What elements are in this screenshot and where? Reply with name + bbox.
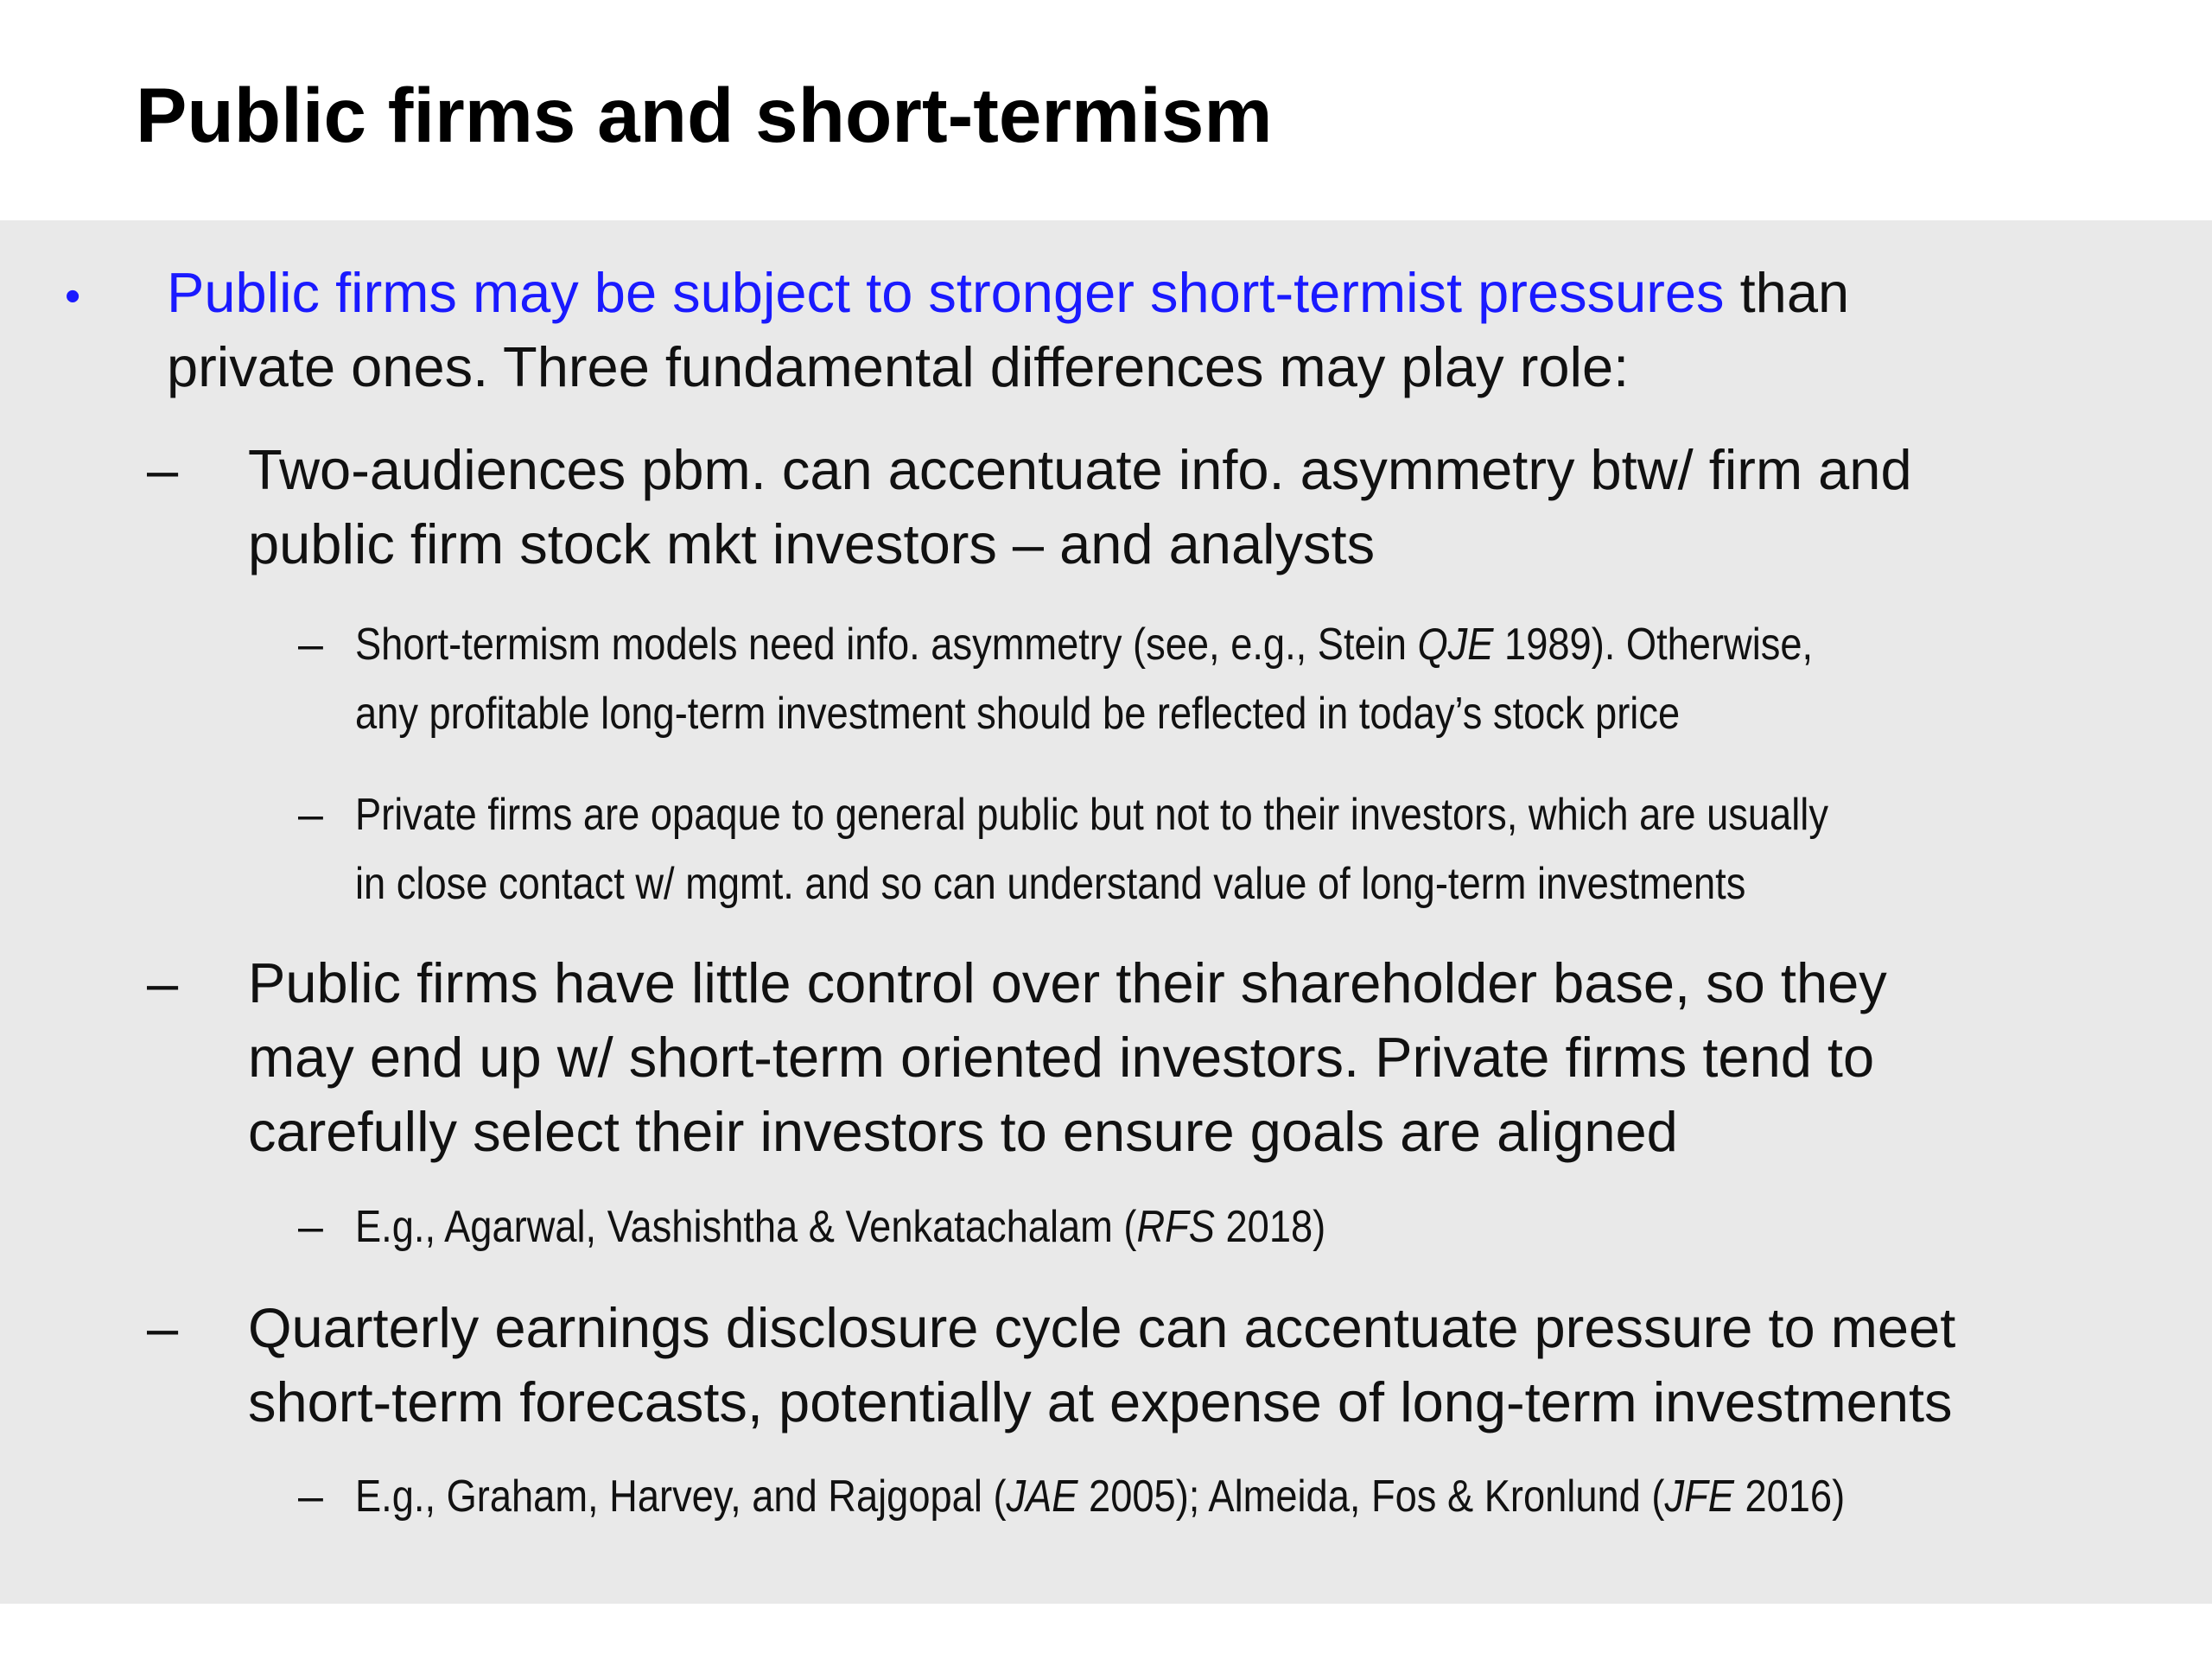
sub-point-3a-line-1 — [355, 1462, 1845, 1531]
bullet-point-1-highlight: Public firms may be subject to stronger short-termist pressures — [167, 261, 1725, 324]
sub-point-1b-line-1: Private firms are opaque to general public but not to their investors, which are usually — [355, 790, 1828, 840]
dash-marker-3: – — [147, 1296, 179, 1359]
sub-point-2a-line-1 — [355, 1192, 1325, 1262]
journal-rfs: RFS — [1136, 1202, 1215, 1252]
sub-point-2a-post: 2018) — [1214, 1202, 1326, 1252]
sub-point-1-line-2: public firm stock mkt investors – and analysts — [248, 512, 1376, 575]
sub-point-3a-pre: E.g., Graham, Harvey, and Rajgopal ( — [355, 1471, 1007, 1522]
sub-point-3a-post: 2016) — [1733, 1471, 1846, 1522]
sub-point-1-line-1: Two-audiences pbm. can accentuate info. asymmetry btw/ firm and — [248, 438, 1912, 501]
dash-marker-1: – — [147, 438, 179, 501]
sub-point-2-line-1: Public firms have little control over their shareholder base, so they — [248, 951, 1887, 1014]
journal-jfe: JFE — [1664, 1471, 1734, 1522]
dash-marker-2a: – — [298, 1202, 323, 1252]
dash-marker-1b: – — [298, 790, 323, 840]
sub-point-2-line-3: carefully select their investors to ensure goals are aligned — [248, 1100, 1678, 1163]
dash-marker-3a: – — [298, 1471, 323, 1522]
dash-marker-2: – — [147, 951, 179, 1014]
sub-point-2a-pre: E.g., Agarwal, Vashishtha & Venkatachalam ( — [355, 1202, 1137, 1252]
sub-point-1a-pre: Short-termism models need info. asymmetry (see, e.g., Stein — [355, 620, 1418, 670]
sub-point-1a-line-2: any profitable long-term investment should be reflected in today’s stock price — [355, 689, 1681, 739]
bullet-point-1-line-2: private ones. Three fundamental differences may play role: — [167, 335, 1630, 398]
journal-jae: JAE — [1006, 1471, 1078, 1522]
sub-point-1a-line-1 — [355, 610, 1813, 679]
sub-point-1a-post: 1989). Otherwise, — [1493, 620, 1814, 670]
bullet-point-1-rest: than — [1724, 261, 1850, 324]
sub-point-3a-mid: 2005); Almeida, Fos & Kronlund ( — [1077, 1471, 1665, 1522]
sub-point-2-line-2: may end up w/ short-term oriented investors. Private firms tend to — [248, 1026, 1875, 1089]
bullet-marker: • — [65, 271, 81, 321]
bullet-point-1-line-1 — [167, 256, 1849, 330]
sub-point-3-line-2: short-term forecasts, potentially at expense of long-term investments — [248, 1370, 1953, 1433]
dash-marker-1a: – — [298, 620, 323, 670]
sub-point-1b-line-2: in close contact w/ mgmt. and so can understand value of long-term investments — [355, 859, 1746, 909]
sub-point-3-line-1: Quarterly earnings disclosure cycle can accentuate pressure to meet — [248, 1296, 1956, 1359]
journal-qje: QJE — [1417, 620, 1494, 670]
slide-title: Public firms and short-termism — [136, 72, 1273, 158]
